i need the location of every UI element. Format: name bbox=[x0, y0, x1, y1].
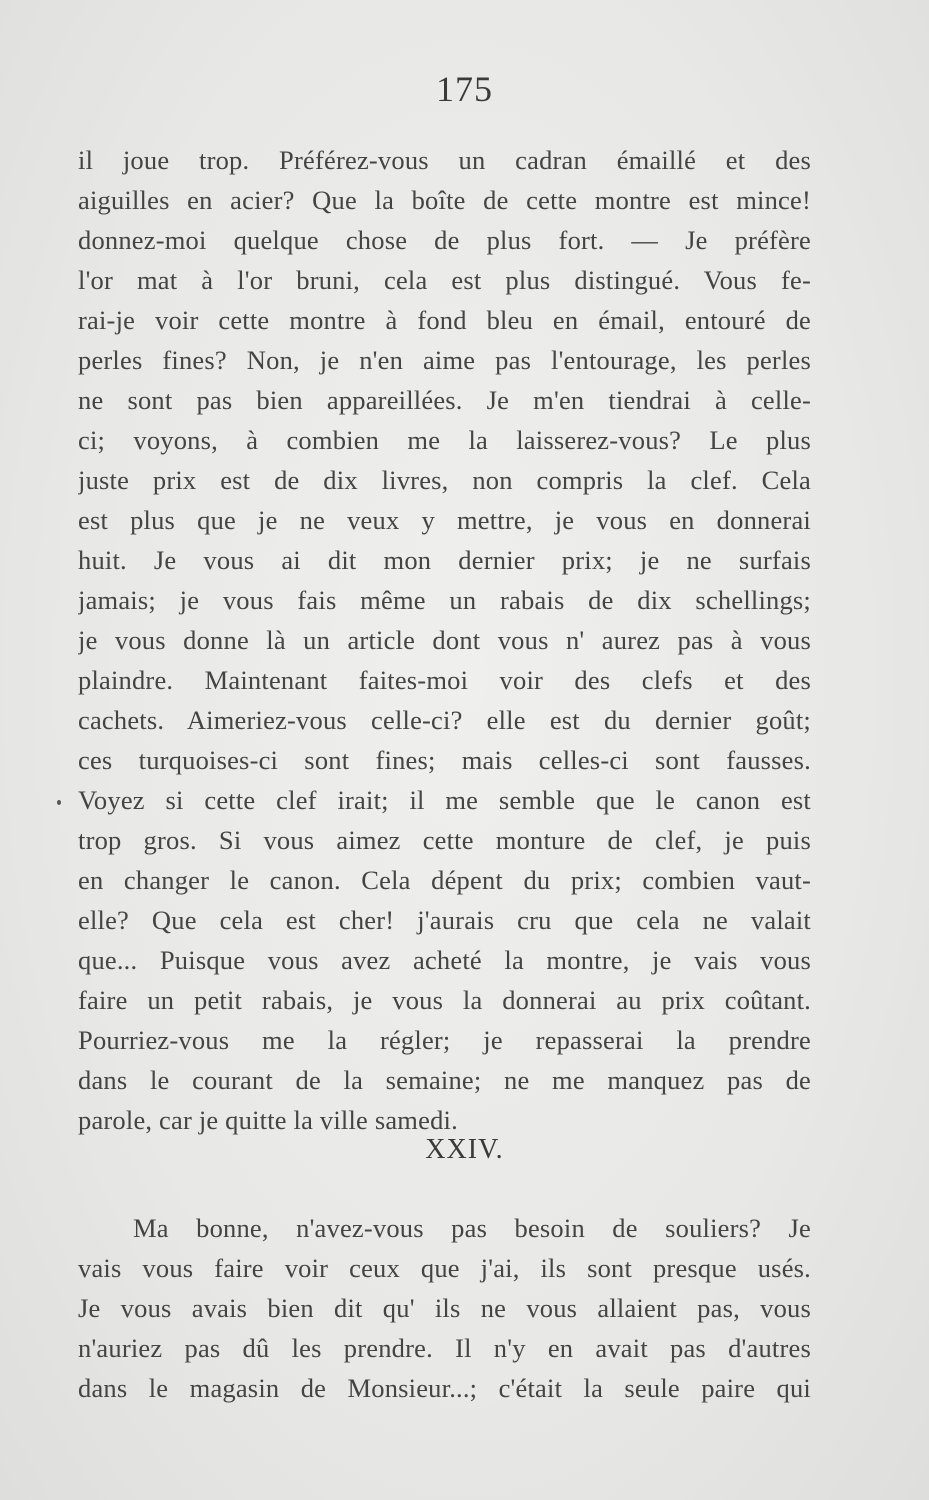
text-line: huit. Je vous ai dit mon dernier prix; je ne surfais bbox=[78, 545, 811, 575]
paragraph-1 bbox=[78, 140, 811, 1140]
text-line: juste prix est de dix livres, non compris la clef. Cela bbox=[78, 465, 811, 495]
text-line: en changer le canon. Cela dépent du prix; combien vaut- bbox=[78, 865, 811, 895]
text-line: perles fines? Non, je n'en aime pas l'entourage, les perles bbox=[78, 345, 811, 375]
text-line: il joue trop. Préférez-vous un cadran émaillé et des bbox=[78, 145, 811, 175]
text-line: l'or mat à l'or bruni, cela est plus distingué. Vous fe- bbox=[78, 265, 811, 295]
text-line: Je vous avais bien dit qu' ils ne vous allaient pas, vous bbox=[78, 1293, 811, 1323]
text-line: n'auriez pas dû les prendre. Il n'y en avait pas d'autres bbox=[78, 1333, 811, 1363]
text-line: Ma bonne, n'avez-vous pas besoin de souliers? Je bbox=[133, 1213, 811, 1243]
text-line: que... Puisque vous avez acheté la montre, je vais vous bbox=[78, 945, 811, 975]
text-line: Pourriez-vous me la régler; je repasserai la prendre bbox=[78, 1025, 811, 1055]
section-heading: XXIV. bbox=[425, 1134, 504, 1165]
page-number: 175 bbox=[436, 69, 493, 109]
text-line: dans le courant de la semaine; ne me manquez pas de bbox=[78, 1065, 811, 1095]
text-line: donnez-moi quelque chose de plus fort. — Je préfère bbox=[78, 225, 811, 255]
text-line: dans le magasin de Monsieur...; c'était la seule paire qui bbox=[78, 1373, 811, 1403]
text-line: plaindre. Maintenant faites-moi voir des clefs et des bbox=[78, 665, 811, 695]
text-line: est plus que je ne veux y mettre, je vous en donnerai bbox=[78, 505, 811, 535]
text-line: rai-je voir cette montre à fond bleu en émail, entouré de bbox=[78, 305, 811, 335]
text-line: jamais; je vous fais même un rabais de dix schellings; bbox=[78, 585, 811, 615]
paragraph-2 bbox=[78, 1208, 811, 1408]
text-line: trop gros. Si vous aimez cette monture de clef, je puis bbox=[78, 825, 811, 855]
text-line: elle? Que cela est cher! j'aurais cru que cela ne valait bbox=[78, 905, 811, 935]
text-line: Voyez si cette clef irait; il me semble que le canon est bbox=[78, 785, 811, 815]
text-line: cachets. Aimeriez-vous celle-ci? elle est du dernier goût; bbox=[78, 705, 811, 735]
text-line: je vous donne là un article dont vous n' aurez pas à vous bbox=[78, 625, 811, 655]
text-line: aiguilles en acier? Que la boîte de cette montre est mince! bbox=[78, 185, 811, 215]
ink-speck bbox=[57, 800, 61, 805]
text-line: ci; voyons, à combien me la laisserez-vous? Le plus bbox=[78, 425, 811, 455]
text-line: ces turquoises-ci sont fines; mais celles-ci sont fausses. bbox=[78, 745, 811, 775]
text-line: vais vous faire voir ceux que j'ai, ils sont presque usés. bbox=[78, 1253, 811, 1283]
text-line: ne sont pas bien appareillées. Je m'en tiendrai à celle- bbox=[78, 385, 811, 415]
text-line: faire un petit rabais, je vous la donnerai au prix coûtant. bbox=[78, 985, 811, 1015]
text-line: parole, car je quitte la ville samedi. bbox=[78, 1105, 458, 1135]
